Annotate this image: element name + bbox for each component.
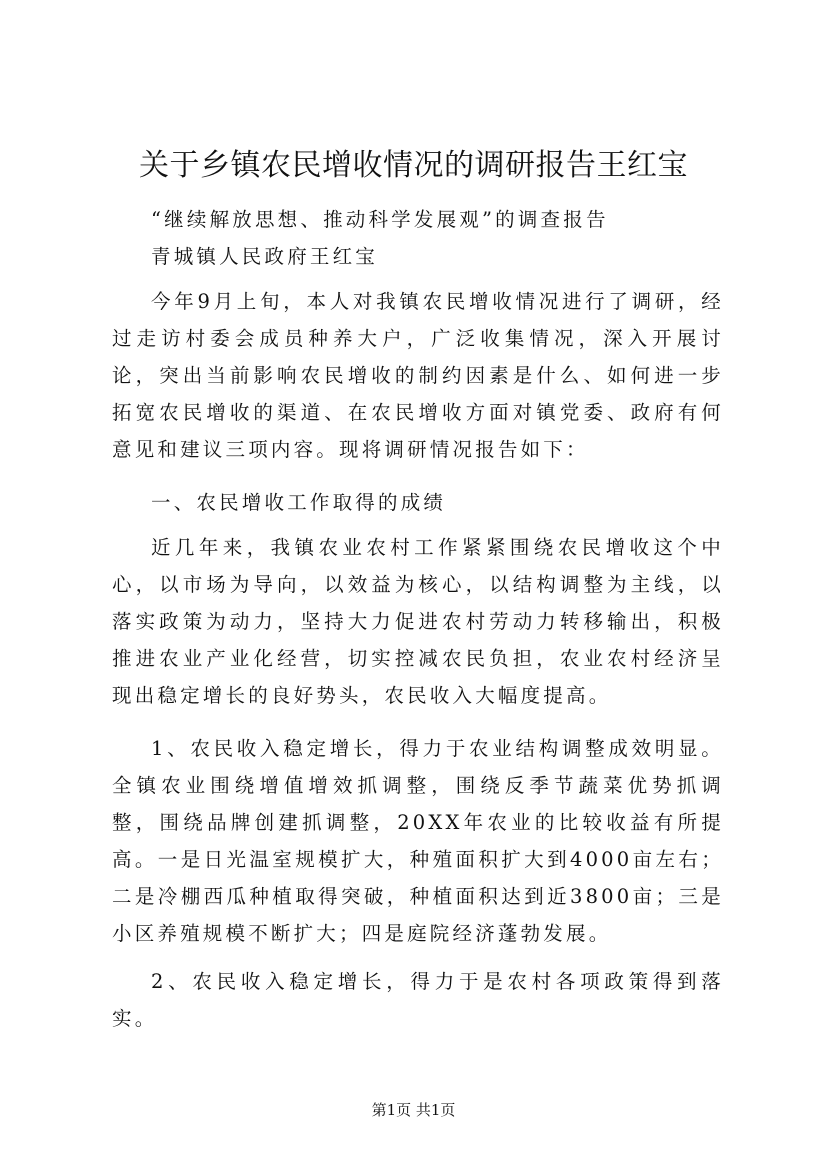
document-title: 关于乡镇农民增收情况的调研报告王红宝 bbox=[139, 148, 688, 183]
subtitle-text: “继续解放思想、推动科学发展观”的调查报告 bbox=[151, 208, 609, 231]
section-paragraph-3 bbox=[112, 963, 724, 1037]
section-paragraph-2-text: 1、农民收入稳定增长，得力于农业结构调整成效明显。全镇农业围绕增值增效抓调整，围绕反季节蔬菜优势抓调整，围绕品牌创建抓调整，20XX年农业的比较收益有所提高。一是日光温室规模扩大，种殖面积扩大到4000亩左右；二是冷棚西瓜种植取得突破，种植面积达到近3800亩；三是小区养殖规模不断扩大；四是庭院经济蓬勃发展。 bbox=[112, 737, 724, 945]
author-text: 青城镇人民政府王红宝 bbox=[151, 245, 379, 268]
section-paragraph-3-text: 2、农民收入稳定增长，得力于是农村各项政策得到落实。 bbox=[112, 970, 724, 1030]
document-subtitle bbox=[112, 201, 724, 238]
section-heading bbox=[112, 484, 724, 521]
section-heading-text: 一、农民增收工作取得的成绩 bbox=[151, 491, 447, 514]
document-author bbox=[112, 238, 724, 275]
page-footer: 第1页 共1页 bbox=[371, 1101, 456, 1119]
section-paragraph-1-text: 近几年来，我镇农业农村工作紧紧围绕农民增收这个中心，以市场为导向，以效益为核心，以结构调整为主线，以落实政策为动力，坚持大力促进农村劳动力转移输出，积极推进农业产业化经营，切实控减农民负担，农业农村经济呈现出稳定增长的良好势头，农民收入大幅度提高。 bbox=[112, 536, 724, 707]
intro-paragraph bbox=[112, 283, 724, 468]
section-paragraph-2 bbox=[112, 730, 724, 952]
section-paragraph-1 bbox=[112, 529, 724, 714]
intro-text: 今年9月上旬，本人对我镇农民增收情况进行了调研，经过走访村委会成员种养大户，广泛收集情况，深入开展讨论，突出当前影响农民增收的制约因素是什么、如何进一步拓宽农民增收的渠道、在农民增收方面对镇党委、政府有何意见和建议三项内容。现将调研情况报告如下： bbox=[112, 290, 724, 461]
